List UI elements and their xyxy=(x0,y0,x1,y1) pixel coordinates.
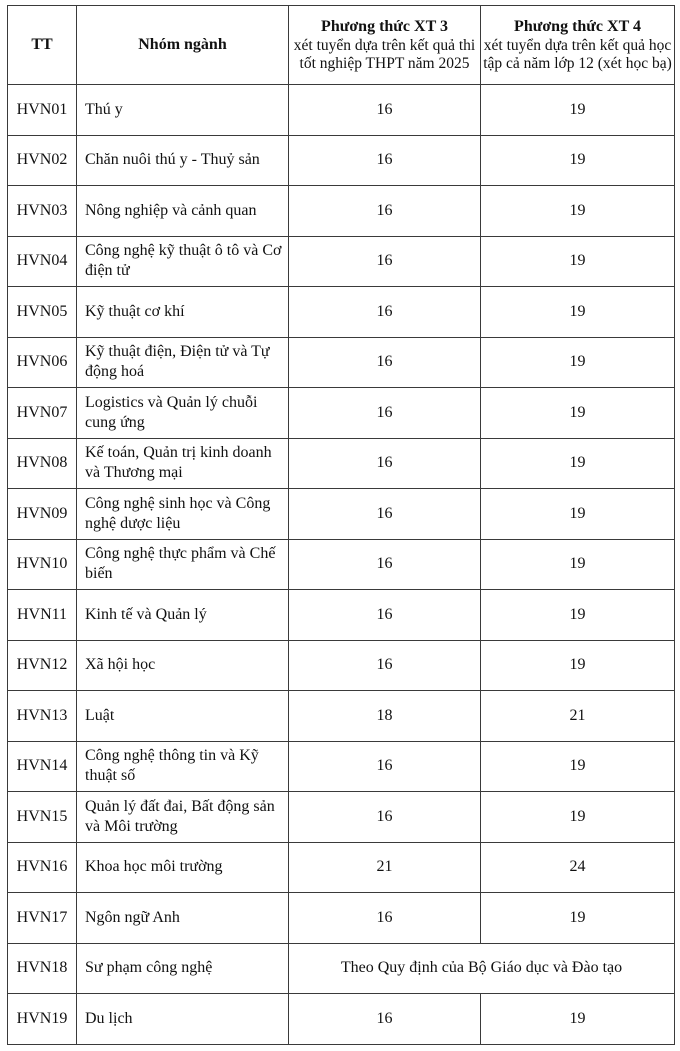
row-code: HVN08 xyxy=(8,438,77,489)
row-score-xt4: 19 xyxy=(481,792,675,843)
row-score-xt3: 16 xyxy=(289,186,481,237)
row-major-group: Kỹ thuật điện, Điện tử và Tự động hoá xyxy=(77,337,289,388)
table-row xyxy=(8,287,675,338)
table-row xyxy=(8,842,675,893)
table-row xyxy=(8,943,675,994)
row-score-xt4: 19 xyxy=(481,388,675,439)
row-code: HVN06 xyxy=(8,337,77,388)
row-major-group: Kinh tế và Quản lý xyxy=(77,590,289,641)
row-major-group: Kỹ thuật cơ khí xyxy=(77,287,289,338)
row-score-xt3: 16 xyxy=(289,590,481,641)
row-score-xt3: 16 xyxy=(289,135,481,186)
row-score-xt3: 16 xyxy=(289,85,481,136)
header-method-3 xyxy=(289,6,481,85)
method-4-desc: xét tuyển dựa trên kết quả học tập cả năm lớp 12 (xét học bạ) xyxy=(483,37,672,72)
row-major-group: Công nghệ kỹ thuật ô tô và Cơ điện tử xyxy=(77,236,289,287)
row-score-xt4: 19 xyxy=(481,489,675,540)
row-code: HVN19 xyxy=(8,994,77,1045)
row-code: HVN12 xyxy=(8,640,77,691)
row-code: HVN17 xyxy=(8,893,77,944)
row-score-xt3: 16 xyxy=(289,539,481,590)
row-score-xt3: 16 xyxy=(289,893,481,944)
row-score-xt4: 19 xyxy=(481,186,675,237)
table-row xyxy=(8,893,675,944)
table-row xyxy=(8,539,675,590)
row-major-group: Chăn nuôi thú y - Thuỷ sản xyxy=(77,135,289,186)
row-score-xt3: 16 xyxy=(289,236,481,287)
row-score-xt3: 18 xyxy=(289,691,481,742)
row-score-xt3: 16 xyxy=(289,741,481,792)
row-code: HVN01 xyxy=(8,85,77,136)
table-row xyxy=(8,135,675,186)
table-header-row xyxy=(8,6,675,85)
row-score-xt3: 21 xyxy=(289,842,481,893)
row-major-group: Luật xyxy=(77,691,289,742)
table-row xyxy=(8,186,675,237)
table-row xyxy=(8,337,675,388)
row-major-group: Công nghệ thực phẩm và Chế biến xyxy=(77,539,289,590)
row-code: HVN05 xyxy=(8,287,77,338)
row-major-group: Du lịch xyxy=(77,994,289,1045)
row-code: HVN04 xyxy=(8,236,77,287)
row-score-xt4: 19 xyxy=(481,590,675,641)
table-row xyxy=(8,489,675,540)
row-score-xt3: 16 xyxy=(289,337,481,388)
table-row xyxy=(8,590,675,641)
header-tt: TT xyxy=(8,6,77,85)
row-major-group: Xã hội học xyxy=(77,640,289,691)
row-score-xt3: 16 xyxy=(289,438,481,489)
row-code: HVN14 xyxy=(8,741,77,792)
row-code: HVN11 xyxy=(8,590,77,641)
row-score-xt3: 16 xyxy=(289,792,481,843)
row-score-xt4: 19 xyxy=(481,994,675,1045)
row-score-xt4: 19 xyxy=(481,287,675,338)
row-score-xt4: 19 xyxy=(481,640,675,691)
row-major-group: Ngôn ngữ Anh xyxy=(77,893,289,944)
table-row xyxy=(8,388,675,439)
row-code: HVN13 xyxy=(8,691,77,742)
row-code: HVN02 xyxy=(8,135,77,186)
row-major-group: Sư phạm công nghệ xyxy=(77,943,289,994)
row-code: HVN18 xyxy=(8,943,77,994)
row-score-xt4: 19 xyxy=(481,85,675,136)
row-score-xt4: 19 xyxy=(481,741,675,792)
row-major-group: Nông nghiệp và cảnh quan xyxy=(77,186,289,237)
row-score-xt4: 19 xyxy=(481,893,675,944)
row-score-xt4: 19 xyxy=(481,236,675,287)
row-score-xt4: 19 xyxy=(481,438,675,489)
table-row xyxy=(8,792,675,843)
row-code: HVN16 xyxy=(8,842,77,893)
table-row xyxy=(8,236,675,287)
row-code: HVN10 xyxy=(8,539,77,590)
row-score-xt4: 21 xyxy=(481,691,675,742)
header-group: Nhóm ngành xyxy=(77,6,289,85)
table-row xyxy=(8,438,675,489)
method-4-title: Phương thức XT 4 xyxy=(514,18,641,35)
row-score-xt3: 16 xyxy=(289,287,481,338)
table-row xyxy=(8,640,675,691)
row-score-xt4: 19 xyxy=(481,135,675,186)
row-major-group: Kế toán, Quản trị kinh doanh và Thương mại xyxy=(77,438,289,489)
row-code: HVN15 xyxy=(8,792,77,843)
row-score-xt4: 19 xyxy=(481,337,675,388)
row-major-group: Quản lý đất đai, Bất động sản và Môi trường xyxy=(77,792,289,843)
row-score-xt3: 16 xyxy=(289,994,481,1045)
table-row xyxy=(8,85,675,136)
method-3-desc: xét tuyển dựa trên kết quả thi tốt nghiệp THPT năm 2025 xyxy=(293,37,476,72)
row-score-xt3: 16 xyxy=(289,489,481,540)
row-score-xt4: 24 xyxy=(481,842,675,893)
table-row xyxy=(8,691,675,742)
row-score-xt4: 19 xyxy=(481,539,675,590)
row-major-group: Thú y xyxy=(77,85,289,136)
row-code: HVN07 xyxy=(8,388,77,439)
row-major-group: Công nghệ thông tin và Kỹ thuật số xyxy=(77,741,289,792)
table-row xyxy=(8,741,675,792)
row-major-group: Công nghệ sinh học và Công nghệ dược liệu xyxy=(77,489,289,540)
row-score-xt3: 16 xyxy=(289,640,481,691)
row-code: HVN03 xyxy=(8,186,77,237)
row-score-xt3: 16 xyxy=(289,388,481,439)
admission-score-table xyxy=(7,5,675,1045)
row-code: HVN09 xyxy=(8,489,77,540)
method-3-title: Phương thức XT 3 xyxy=(321,18,448,35)
table-row xyxy=(8,994,675,1045)
header-method-4 xyxy=(481,6,675,85)
row-major-group: Logistics và Quản lý chuỗi cung ứng xyxy=(77,388,289,439)
row-major-group: Khoa học môi trường xyxy=(77,842,289,893)
row-merged-note: Theo Quy định của Bộ Giáo dục và Đào tạo xyxy=(289,943,675,994)
